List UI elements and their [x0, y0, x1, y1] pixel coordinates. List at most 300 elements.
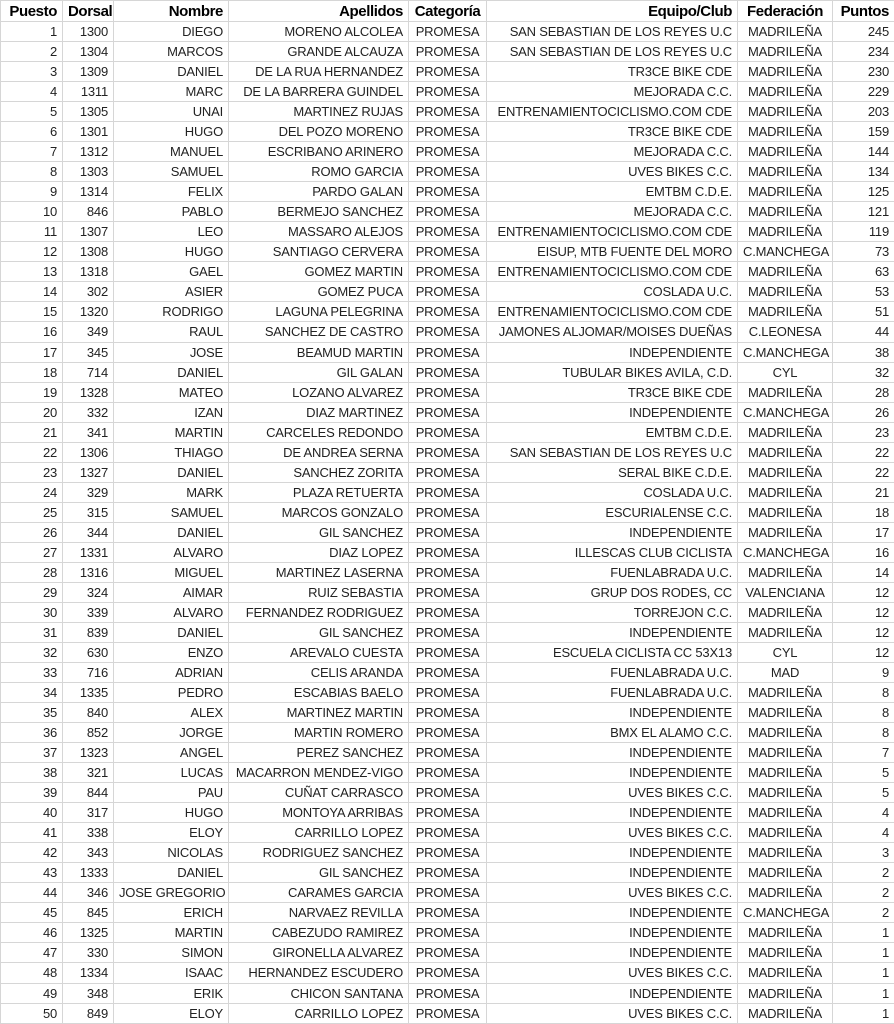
table-row [1, 763, 894, 783]
cell-nombre: IZAN [114, 402, 229, 422]
cell-dorsal: 1320 [63, 302, 114, 322]
table-row [1, 642, 894, 662]
cell-equipo-club: INDEPENDIENTE [487, 743, 738, 763]
table-row [1, 442, 894, 462]
table-row [1, 663, 894, 683]
cell-federacion: MADRILEÑA [738, 743, 833, 763]
cell-equipo-club: INDEPENDIENTE [487, 342, 738, 362]
column-header-puesto: Puesto [1, 1, 63, 22]
cell-nombre: MIGUEL [114, 562, 229, 582]
cell-categoria: PROMESA [409, 883, 487, 903]
table-row [1, 1003, 894, 1023]
cell-puesto: 13 [1, 262, 63, 282]
cell-nombre: RODRIGO [114, 302, 229, 322]
cell-puesto: 8 [1, 162, 63, 182]
cell-categoria: PROMESA [409, 402, 487, 422]
table-row [1, 602, 894, 622]
table-row [1, 823, 894, 843]
cell-equipo-club: INDEPENDIENTE [487, 923, 738, 943]
cell-dorsal: 1306 [63, 442, 114, 462]
cell-federacion: MADRILEÑA [738, 963, 833, 983]
table-row [1, 943, 894, 963]
table-row [1, 963, 894, 983]
cell-equipo-club: MEJORADA C.C. [487, 82, 738, 102]
cell-dorsal: 315 [63, 502, 114, 522]
cell-categoria: PROMESA [409, 622, 487, 642]
cell-equipo-club: ESCUELA CICLISTA CC 53X13 [487, 642, 738, 662]
table-row [1, 222, 894, 242]
cell-apellidos: LAGUNA PELEGRINA [229, 302, 409, 322]
cell-categoria: PROMESA [409, 522, 487, 542]
cell-nombre: MARTIN [114, 422, 229, 442]
cell-federacion: MADRILEÑA [738, 482, 833, 502]
cell-dorsal: 1308 [63, 242, 114, 262]
cell-dorsal: 1331 [63, 542, 114, 562]
cell-apellidos: HERNANDEZ ESCUDERO [229, 963, 409, 983]
cell-apellidos: RUIZ SEBASTIA [229, 582, 409, 602]
cell-dorsal: 1301 [63, 122, 114, 142]
cell-federacion: MADRILEÑA [738, 62, 833, 82]
cell-federacion: MADRILEÑA [738, 562, 833, 582]
cell-puntos: 203 [833, 102, 894, 122]
cell-categoria: PROMESA [409, 562, 487, 582]
cell-categoria: PROMESA [409, 382, 487, 402]
cell-equipo-club: TR3CE BIKE CDE [487, 382, 738, 402]
cell-puesto: 17 [1, 342, 63, 362]
cell-federacion: C.MANCHEGA [738, 542, 833, 562]
cell-puntos: 23 [833, 422, 894, 442]
cell-equipo-club: SERAL BIKE C.D.E. [487, 462, 738, 482]
cell-nombre: JOSE GREGORIO [114, 883, 229, 903]
cell-apellidos: RODRIGUEZ SANCHEZ [229, 843, 409, 863]
cell-equipo-club: TR3CE BIKE CDE [487, 122, 738, 142]
cell-categoria: PROMESA [409, 82, 487, 102]
cell-federacion: C.MANCHEGA [738, 903, 833, 923]
cell-dorsal: 630 [63, 642, 114, 662]
column-header-puntos: Puntos [833, 1, 894, 22]
cell-nombre: DANIEL [114, 863, 229, 883]
cell-puntos: 73 [833, 242, 894, 262]
cell-dorsal: 1300 [63, 22, 114, 42]
table-row [1, 502, 894, 522]
cell-equipo-club: UVES BIKES C.C. [487, 963, 738, 983]
cell-puntos: 119 [833, 222, 894, 242]
cell-equipo-club: INDEPENDIENTE [487, 983, 738, 1003]
cell-federacion: MADRILEÑA [738, 82, 833, 102]
cell-equipo-club: COSLADA U.C. [487, 282, 738, 302]
cell-dorsal: 330 [63, 943, 114, 963]
cell-federacion: MAD [738, 663, 833, 683]
cell-puesto: 18 [1, 362, 63, 382]
cell-categoria: PROMESA [409, 102, 487, 122]
cell-federacion: C.MANCHEGA [738, 342, 833, 362]
column-header-federacion: Federación [738, 1, 833, 22]
cell-categoria: PROMESA [409, 42, 487, 62]
cell-nombre: ASIER [114, 282, 229, 302]
cell-puesto: 42 [1, 843, 63, 863]
cell-federacion: MADRILEÑA [738, 182, 833, 202]
cell-equipo-club: ENTRENAMIENTOCICLISMO.COM CDE [487, 262, 738, 282]
cell-apellidos: GOMEZ MARTIN [229, 262, 409, 282]
table-row [1, 683, 894, 703]
cell-apellidos: DE LA BARRERA GUINDEL [229, 82, 409, 102]
cell-nombre: PEDRO [114, 683, 229, 703]
cell-puntos: 12 [833, 602, 894, 622]
cell-puesto: 10 [1, 202, 63, 222]
cell-apellidos: DIAZ MARTINEZ [229, 402, 409, 422]
cell-apellidos: SANCHEZ DE CASTRO [229, 322, 409, 342]
cell-federacion: MADRILEÑA [738, 102, 833, 122]
cell-equipo-club: MEJORADA C.C. [487, 142, 738, 162]
cell-puntos: 21 [833, 482, 894, 502]
table-row [1, 42, 894, 62]
cell-puesto: 46 [1, 923, 63, 943]
table-row [1, 883, 894, 903]
cell-dorsal: 338 [63, 823, 114, 843]
cell-dorsal: 1304 [63, 42, 114, 62]
cell-nombre: DANIEL [114, 62, 229, 82]
cell-dorsal: 846 [63, 202, 114, 222]
cell-federacion: MADRILEÑA [738, 122, 833, 142]
cell-federacion: MADRILEÑA [738, 863, 833, 883]
table-row [1, 843, 894, 863]
cell-puesto: 26 [1, 522, 63, 542]
cell-federacion: MADRILEÑA [738, 883, 833, 903]
cell-categoria: PROMESA [409, 282, 487, 302]
cell-equipo-club: INDEPENDIENTE [487, 903, 738, 923]
cell-equipo-club: FUENLABRADA U.C. [487, 683, 738, 703]
cell-nombre: SAMUEL [114, 502, 229, 522]
cell-puesto: 41 [1, 823, 63, 843]
cell-apellidos: MONTOYA ARRIBAS [229, 803, 409, 823]
cell-federacion: MADRILEÑA [738, 983, 833, 1003]
cell-nombre: MARTIN [114, 923, 229, 943]
cell-nombre: MARK [114, 482, 229, 502]
cell-puntos: 38 [833, 342, 894, 362]
cell-apellidos: PLAZA RETUERTA [229, 482, 409, 502]
cell-federacion: MADRILEÑA [738, 262, 833, 282]
table-body [1, 22, 894, 1024]
cell-equipo-club: INDEPENDIENTE [487, 522, 738, 542]
cell-nombre: HUGO [114, 122, 229, 142]
cell-nombre: UNAI [114, 102, 229, 122]
cell-equipo-club: UVES BIKES C.C. [487, 1003, 738, 1023]
cell-puntos: 230 [833, 62, 894, 82]
cell-puntos: 2 [833, 863, 894, 883]
cell-nombre: ANGEL [114, 743, 229, 763]
cell-nombre: MATEO [114, 382, 229, 402]
cell-nombre: JOSE [114, 342, 229, 362]
cell-categoria: PROMESA [409, 22, 487, 42]
cell-federacion: MADRILEÑA [738, 202, 833, 222]
cell-nombre: ISAAC [114, 963, 229, 983]
cell-puntos: 8 [833, 683, 894, 703]
cell-apellidos: FERNANDEZ RODRIGUEZ [229, 602, 409, 622]
cell-federacion: MADRILEÑA [738, 522, 833, 542]
cell-nombre: ELOY [114, 1003, 229, 1023]
cell-categoria: PROMESA [409, 62, 487, 82]
table-row [1, 362, 894, 382]
cell-puntos: 2 [833, 903, 894, 923]
table-row [1, 542, 894, 562]
cell-equipo-club: UVES BIKES C.C. [487, 883, 738, 903]
cell-puesto: 6 [1, 122, 63, 142]
cell-federacion: MADRILEÑA [738, 442, 833, 462]
cell-puesto: 7 [1, 142, 63, 162]
cell-equipo-club: SAN SEBASTIAN DE LOS REYES U.C [487, 42, 738, 62]
cell-equipo-club: ILLESCAS CLUB CICLISTA [487, 542, 738, 562]
cell-apellidos: GIL SANCHEZ [229, 522, 409, 542]
cell-federacion: MADRILEÑA [738, 923, 833, 943]
cell-apellidos: GIRONELLA ALVAREZ [229, 943, 409, 963]
cell-categoria: PROMESA [409, 542, 487, 562]
cell-equipo-club: SAN SEBASTIAN DE LOS REYES U.C [487, 22, 738, 42]
cell-puntos: 1 [833, 983, 894, 1003]
cell-federacion: MADRILEÑA [738, 222, 833, 242]
cell-categoria: PROMESA [409, 202, 487, 222]
cell-puntos: 229 [833, 82, 894, 102]
cell-nombre: ALEX [114, 703, 229, 723]
cell-dorsal: 343 [63, 843, 114, 863]
cell-federacion: MADRILEÑA [738, 943, 833, 963]
cell-dorsal: 1334 [63, 963, 114, 983]
cell-categoria: PROMESA [409, 943, 487, 963]
cell-equipo-club: FUENLABRADA U.C. [487, 663, 738, 683]
cell-puntos: 134 [833, 162, 894, 182]
cell-federacion: MADRILEÑA [738, 462, 833, 482]
cell-puesto: 1 [1, 22, 63, 42]
cell-apellidos: MARTINEZ LASERNA [229, 562, 409, 582]
table-row [1, 983, 894, 1003]
cell-puesto: 5 [1, 102, 63, 122]
cell-federacion: MADRILEÑA [738, 703, 833, 723]
column-header-dorsal: Dorsal [63, 1, 114, 22]
cell-puesto: 38 [1, 763, 63, 783]
cell-nombre: PABLO [114, 202, 229, 222]
cell-federacion: C.MANCHEGA [738, 242, 833, 262]
cell-equipo-club: ESCURIALENSE C.C. [487, 502, 738, 522]
cell-federacion: MADRILEÑA [738, 382, 833, 402]
table-row [1, 863, 894, 883]
cell-equipo-club: INDEPENDIENTE [487, 402, 738, 422]
cell-puesto: 43 [1, 863, 63, 883]
cell-equipo-club: EMTBM C.D.E. [487, 422, 738, 442]
table-row [1, 22, 894, 42]
cell-dorsal: 1333 [63, 863, 114, 883]
cell-puesto: 11 [1, 222, 63, 242]
cell-puesto: 23 [1, 462, 63, 482]
cell-apellidos: LOZANO ALVAREZ [229, 382, 409, 402]
cell-categoria: PROMESA [409, 703, 487, 723]
cell-puntos: 14 [833, 562, 894, 582]
cell-puesto: 25 [1, 502, 63, 522]
table-row [1, 302, 894, 322]
cell-federacion: MADRILEÑA [738, 302, 833, 322]
cell-puesto: 9 [1, 182, 63, 202]
cell-nombre: ALVARO [114, 602, 229, 622]
cell-apellidos: BERMEJO SANCHEZ [229, 202, 409, 222]
cell-federacion: MADRILEÑA [738, 843, 833, 863]
cell-categoria: PROMESA [409, 242, 487, 262]
cell-puntos: 1 [833, 943, 894, 963]
cell-puesto: 22 [1, 442, 63, 462]
cell-puesto: 39 [1, 783, 63, 803]
cell-federacion: MADRILEÑA [738, 763, 833, 783]
cell-equipo-club: EMTBM C.D.E. [487, 182, 738, 202]
cell-federacion: MADRILEÑA [738, 42, 833, 62]
cell-categoria: PROMESA [409, 122, 487, 142]
cell-equipo-club: TORREJON C.C. [487, 602, 738, 622]
cell-apellidos: SANTIAGO CERVERA [229, 242, 409, 262]
cell-federacion: MADRILEÑA [738, 22, 833, 42]
cell-puesto: 30 [1, 602, 63, 622]
cell-categoria: PROMESA [409, 182, 487, 202]
table-row [1, 342, 894, 362]
cell-apellidos: CARCELES REDONDO [229, 422, 409, 442]
cell-puesto: 20 [1, 402, 63, 422]
cell-categoria: PROMESA [409, 442, 487, 462]
cell-equipo-club: MEJORADA C.C. [487, 202, 738, 222]
cell-nombre: DANIEL [114, 522, 229, 542]
cell-categoria: PROMESA [409, 843, 487, 863]
cell-puesto: 21 [1, 422, 63, 442]
cell-apellidos: MARTIN ROMERO [229, 723, 409, 743]
cell-categoria: PROMESA [409, 763, 487, 783]
cell-apellidos: GRANDE ALCAUZA [229, 42, 409, 62]
cell-dorsal: 345 [63, 342, 114, 362]
cell-puntos: 7 [833, 743, 894, 763]
cell-dorsal: 839 [63, 622, 114, 642]
cell-equipo-club: TUBULAR BIKES AVILA, C.D. [487, 362, 738, 382]
cell-nombre: THIAGO [114, 442, 229, 462]
header-row [1, 1, 894, 22]
cell-dorsal: 332 [63, 402, 114, 422]
cell-dorsal: 849 [63, 1003, 114, 1023]
cell-federacion: MADRILEÑA [738, 783, 833, 803]
cell-apellidos: CARRILLO LOPEZ [229, 1003, 409, 1023]
cell-equipo-club: EISUP, MTB FUENTE DEL MORO [487, 242, 738, 262]
cell-nombre: SAMUEL [114, 162, 229, 182]
cell-equipo-club: UVES BIKES C.C. [487, 823, 738, 843]
cell-equipo-club: UVES BIKES C.C. [487, 783, 738, 803]
cell-categoria: PROMESA [409, 602, 487, 622]
cell-apellidos: MORENO ALCOLEA [229, 22, 409, 42]
cell-puesto: 12 [1, 242, 63, 262]
cell-dorsal: 341 [63, 422, 114, 442]
table-row [1, 382, 894, 402]
cell-dorsal: 1314 [63, 182, 114, 202]
cell-equipo-club: FUENLABRADA U.C. [487, 562, 738, 582]
cell-categoria: PROMESA [409, 1003, 487, 1023]
cell-puesto: 50 [1, 1003, 63, 1023]
cell-federacion: MADRILEÑA [738, 422, 833, 442]
table-row [1, 422, 894, 442]
cell-nombre: MANUEL [114, 142, 229, 162]
cell-categoria: PROMESA [409, 482, 487, 502]
cell-puesto: 40 [1, 803, 63, 823]
table-row [1, 723, 894, 743]
cell-equipo-club: COSLADA U.C. [487, 482, 738, 502]
cell-apellidos: DIAZ LOPEZ [229, 542, 409, 562]
cell-puesto: 16 [1, 322, 63, 342]
cell-apellidos: MARTINEZ MARTIN [229, 703, 409, 723]
cell-apellidos: CARAMES GARCIA [229, 883, 409, 903]
cell-nombre: NICOLAS [114, 843, 229, 863]
cell-apellidos: ESCABIAS BAELO [229, 683, 409, 703]
cell-federacion: MADRILEÑA [738, 162, 833, 182]
cell-puesto: 33 [1, 663, 63, 683]
cell-puntos: 4 [833, 803, 894, 823]
cell-puesto: 4 [1, 82, 63, 102]
cell-equipo-club: ENTRENAMIENTOCICLISMO.COM CDE [487, 222, 738, 242]
cell-nombre: HUGO [114, 803, 229, 823]
cell-categoria: PROMESA [409, 642, 487, 662]
cell-puesto: 24 [1, 482, 63, 502]
cell-federacion: C.LEONESA [738, 322, 833, 342]
cell-dorsal: 324 [63, 582, 114, 602]
cell-equipo-club: INDEPENDIENTE [487, 863, 738, 883]
cell-dorsal: 844 [63, 783, 114, 803]
cell-nombre: ERIK [114, 983, 229, 1003]
cell-categoria: PROMESA [409, 262, 487, 282]
cell-federacion: MADRILEÑA [738, 282, 833, 302]
cell-apellidos: GIL SANCHEZ [229, 863, 409, 883]
cell-puesto: 37 [1, 743, 63, 763]
cell-nombre: ADRIAN [114, 663, 229, 683]
cell-equipo-club: INDEPENDIENTE [487, 843, 738, 863]
cell-puntos: 12 [833, 582, 894, 602]
cell-apellidos: MASSARO ALEJOS [229, 222, 409, 242]
cell-dorsal: 840 [63, 703, 114, 723]
cell-puntos: 26 [833, 402, 894, 422]
cell-categoria: PROMESA [409, 723, 487, 743]
cell-apellidos: SANCHEZ ZORITA [229, 462, 409, 482]
cell-dorsal: 1305 [63, 102, 114, 122]
cell-federacion: MADRILEÑA [738, 803, 833, 823]
cell-federacion: MADRILEÑA [738, 683, 833, 703]
table-row [1, 282, 894, 302]
cell-puntos: 22 [833, 462, 894, 482]
cell-dorsal: 1303 [63, 162, 114, 182]
cell-dorsal: 346 [63, 883, 114, 903]
column-header-categoria: Categoría [409, 1, 487, 22]
cell-dorsal: 845 [63, 903, 114, 923]
cell-puntos: 121 [833, 202, 894, 222]
cell-puntos: 5 [833, 763, 894, 783]
cell-dorsal: 317 [63, 803, 114, 823]
cell-puesto: 35 [1, 703, 63, 723]
cell-puesto: 31 [1, 622, 63, 642]
cell-equipo-club: TR3CE BIKE CDE [487, 62, 738, 82]
cell-apellidos: MACARRON MENDEZ-VIGO [229, 763, 409, 783]
cell-puntos: 8 [833, 703, 894, 723]
cell-nombre: MARC [114, 82, 229, 102]
cell-federacion: CYL [738, 642, 833, 662]
table-row [1, 322, 894, 342]
cell-federacion: MADRILEÑA [738, 622, 833, 642]
cell-equipo-club: UVES BIKES C.C. [487, 162, 738, 182]
cell-equipo-club: INDEPENDIENTE [487, 622, 738, 642]
cell-apellidos: CHICON SANTANA [229, 983, 409, 1003]
cell-categoria: PROMESA [409, 783, 487, 803]
cell-equipo-club: GRUP DOS RODES, CC [487, 582, 738, 602]
cell-dorsal: 1316 [63, 562, 114, 582]
cell-nombre: DIEGO [114, 22, 229, 42]
cell-puntos: 3 [833, 843, 894, 863]
cell-federacion: MADRILEÑA [738, 502, 833, 522]
cell-puesto: 14 [1, 282, 63, 302]
cell-dorsal: 1325 [63, 923, 114, 943]
